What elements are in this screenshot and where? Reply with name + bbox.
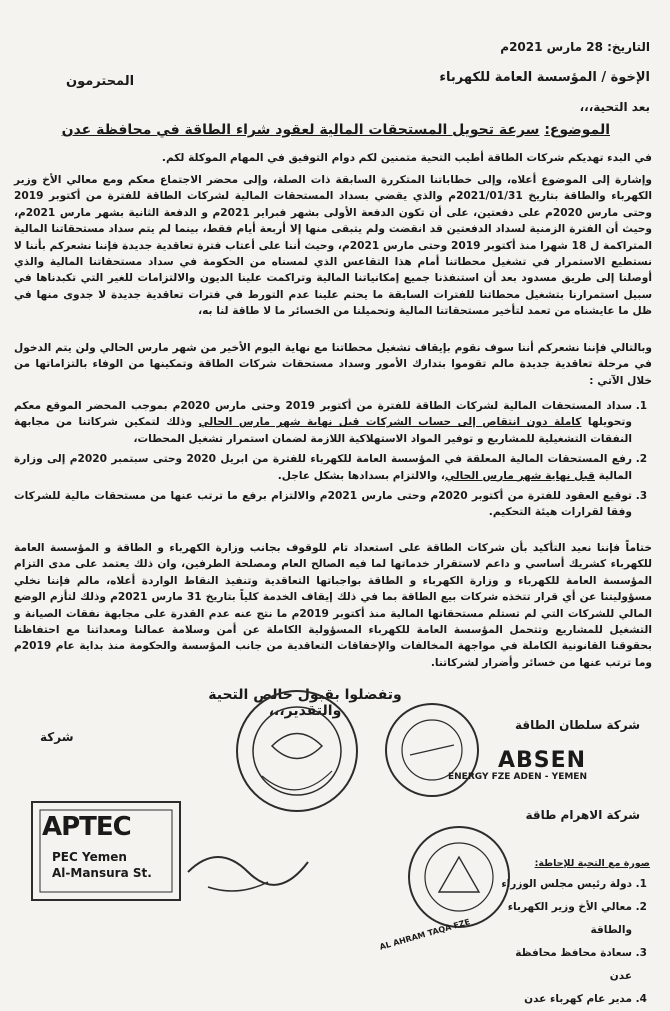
- copy-recipient: 3. سعادة محافظ محافظة عدن: [490, 942, 632, 988]
- demand-text-rest: ، والالتزام بسدادها بشكل عاجل.: [277, 469, 445, 482]
- demand-item: [14, 488, 632, 521]
- notice-paragraph: وبالتالي فإننا نشعركم أننا سوف نقوم بإيقاف تشغيل محطاتنا مع نهاية اليوم الأخير من شهر مارس الحالي ولن يتم الدخول في مرحلة تعاقدية جديدة مالم تقوموا بتدارك الأمور وسداد مستحقات شركات الطاقة وتمكينها من الوفاء بالتزاماتها من خلال الآتي :: [14, 342, 652, 387]
- demand-emphasis: قبل نهاية شهر مارس الحالي: [444, 469, 595, 482]
- copies-list: [490, 858, 650, 1011]
- sultan-stamp: [232, 686, 362, 816]
- letter-date: التاريخ: 28 مارس 2021م: [500, 40, 650, 54]
- demand-item: [14, 398, 632, 447]
- demand-text: رفع المستحقات المالية المعلقة في المؤسسة العامة للكهرباء للفترة من ابريل 2020 وحتى سبتمبر 2020م إلى وزارة المالية: [14, 453, 632, 482]
- copy-recipient: 1. دولة رئيس مجلس الوزراء: [490, 873, 632, 896]
- handwritten-signature: [178, 832, 328, 902]
- copy-recipient: 4. مدير عام كهرباء عدن: [490, 988, 632, 1011]
- demand-emphasis: كاملة دون انتقاص إلى حساب الشركات قبل نهاية شهر مارس الحالي: [198, 416, 582, 429]
- demand-text-rest: وذلك لتمكين شركاتنا من مجابهة النفقات التشغيلية للمشاريع و توفير المواد الاستهلاكية اللازمة لضمان استمرار تشغيل المحطات،: [14, 416, 632, 445]
- addressee: الإخوة / المؤسسة العامة للكهرباء: [439, 70, 650, 85]
- company-sultan-label: شركة سلطان الطاقة: [515, 718, 640, 732]
- absen-subtitle: ENERGY FZE ADEN - YEMEN: [448, 772, 587, 782]
- demand-text: توقيع العقود للفترة من أكتوبر 2020م وحتى مارس 2021م والالتزام برفع ما ترتب عنها من مستحقات مالية للشركات وفقا لقرارات هيئة التحكيم.: [14, 490, 632, 519]
- absen-logo: ABSEN: [498, 748, 587, 773]
- subject-label: الموضوع:: [544, 122, 610, 138]
- copies-items: [490, 873, 650, 1011]
- demands-list: [14, 398, 652, 525]
- pec-line-2: Al-Mansura St.: [52, 866, 152, 880]
- opening-paragraph: في البدء تهديكم شركات الطاقة أطيب التحية متمنين لكم دوام التوفيق في المهام الموكلة لكم.: [161, 152, 652, 164]
- closing-paragraph: ختاماً فإننا نعيد التأكيد بأن شركات الطاقة على استعداد تام للوقوف بجانب وزارة الكهرباء و الطاقة و المؤسسة العامة للكهرباء كشريك أساسي و داعم لاستقرار خدماتها لما فيه الصالح العام ومصلحة الطرفين، وان ذلك يعتمد على مدى التزام المؤسسة العامة للكهرباء و وزارة الكهرباء و الطاقة بواجباتها التعاقدية وتنفيذ النقاط الواردة أعلاه، مالم فإننا نخلي مسؤوليتنا عن أي قرار تتخذه شركات بيع الطاقة بما في ذلك إيقاف الخدمة كلياً بتاريخ 31 مارس 2021م وذلك لتأزم الوضع المالي للشركات التي لم تستلم مستحقاتها المالية منذ أكتوبر 2019م ما نتج عنه عدم القدرة على مجابهة نفقات الصيانة و التشغيل للمشاريع وتتحمل المؤسسة العامة للكهرباء المسؤولية الكاملة عن أمن وسلامة عمالنا ومعداتنا مع احتفاظنا بحقوقنا القانونية الكاملة في مواجهة المخالفات والإخفاقات التعاقدية من جانب المؤسسة والحكومة منذ بداية عام 2019م وما ترتب عنها من خسائر وأضرار لشركاتنا.: [14, 542, 653, 669]
- aptec-logo: APTEC: [42, 812, 131, 842]
- reference-paragraph: وإشارة إلى الموضوع أعلاه، وإلى خطاباتنا المتكررة السابقة ذات الصلة، وإلى محضر الاجتماع معكم ومع معالي الأخ وزير الكهرباء والطاقة بتاريخ 2021/01/31م والذي يقضي بسداد المستحقات المالية لشركات الطاقة للفترة من أكتوبر 2019 وحتى مارس 2020م على دفعتين، على أن تكون الدفعة الأولى بشهر فبراير 2021م و الدفعة الثانية بشهر مارس 2021م، وحيث أن الفترة الزمنية لسداد الدفعتين قد انقضت ولم يتبقى منها إلا أربعة أيام فقط، بينما لم يتم سداد مستحقاتنا المالية المتراكمة ل 18 شهرا منذ أكتوبر 2019 وحتى مارس 2021م، وحيث أننا على أعتاب فترة تعاقدية جديدة فإننا نشعركم بأننا لا نستطيع الاستمرار في تشغيل محطاتنا أمام هذا التقاعس الذي لمسناه من الحكومة في سداد مستحقاتنا المالية والذي أوصلنا إلى طريق مسدود بعد أن استنفذنا جميع إمكانياتنا المالية وتراكمت علينا الديون والالتزامات للغير التي تكبدناها في سبيل استمرارنا بتشغيل محطاتنا للفترات السابقة ما يحتم علينا عدم التورط في فترات تعاقدية جديدة لا جدوى منها في ظل ما عايشناه من تعمد لتأخير مستحقاتنا المالية وتحميلنا من الخسائر ما لا طاقة لنا به،: [14, 174, 652, 318]
- pec-line-1: PEC Yemen: [52, 850, 127, 864]
- copies-header: صورة مع التحية للإحاطة:: [534, 858, 650, 869]
- absen-round-stamp: [382, 700, 482, 800]
- company-ahram-label: شركة الاهرام طاقة: [525, 808, 640, 822]
- demand-item: [14, 451, 632, 484]
- closing-salutation: وتفضلوا بقبول خالص التحية والتقدير،،،: [208, 687, 402, 719]
- copy-recipient: 2. معالي الأخ وزير الكهرباء والطاقة: [490, 896, 632, 942]
- subject-text: سرعة تحويل المستحقات المالية لعقود شراء الطاقة في محافظة عدن: [61, 122, 540, 138]
- greeting: بعد التحية،،،: [579, 100, 650, 114]
- honorific: المحترمون: [66, 74, 135, 89]
- demand-text: سداد المستحقات المالية لشركات الطاقة للفترة من أكتوبر 2019 وحتى مارس 2020م بموجب المحضر الموقع معكم وتحويلها: [14, 400, 632, 429]
- ahram-stamp-text: AL AHRAM TAQA FZE: [378, 917, 472, 952]
- company-second-label: شركة: [40, 730, 74, 744]
- subject-line: [62, 122, 610, 138]
